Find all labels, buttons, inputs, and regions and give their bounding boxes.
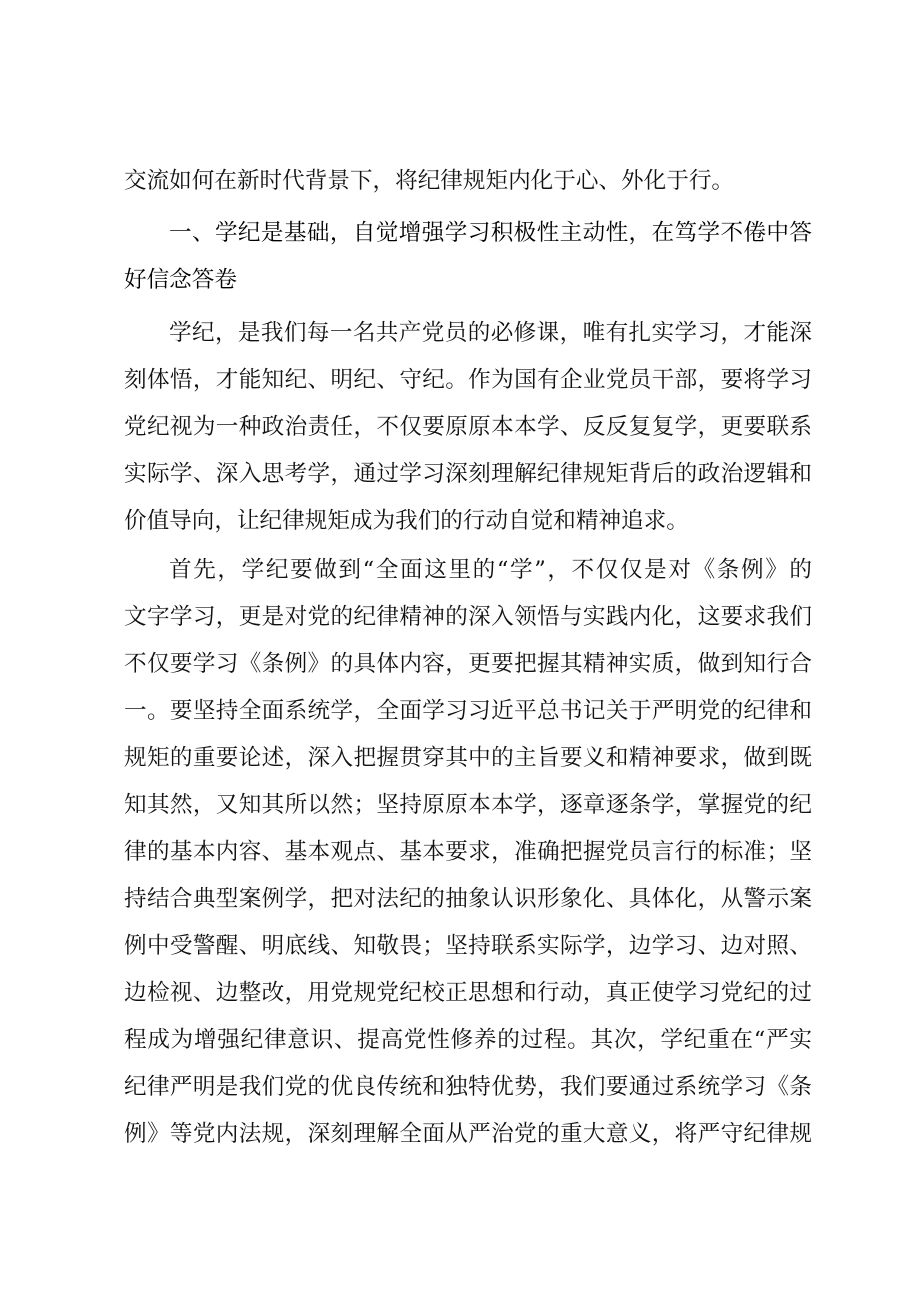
text-line: 实际学、深入思考学，通过学习深刻理解纪律规矩背后的政治逻辑和 xyxy=(124,461,812,487)
body-paragraph-1 xyxy=(124,310,812,545)
text-line: 党纪视为一种政治责任，不仅要原原本本学、反反复复学，更要联系 xyxy=(124,414,812,440)
text-line: 刻体悟，才能知纪、明纪、守纪。作为国有企业党员干部，要将学习 xyxy=(124,367,812,393)
text-line: 律的基本内容、基本观点、基本要求，准确把握党员言行的标准；坚 xyxy=(124,839,812,865)
heading-line: 好信念答卷 xyxy=(124,267,237,293)
text-line: 价值导向，让纪律规矩成为我们的行动自觉和精神追求。 xyxy=(124,508,689,534)
body-paragraph-2 xyxy=(124,547,812,1158)
text-line: 文字学习，更是对党的纪律精神的深入领悟与实践内化，这要求我们 xyxy=(124,604,812,630)
text-line: 程成为增强纪律意识、提高党性修养的过程。其次，学纪重在“严实 xyxy=(124,1027,812,1053)
text-line: 例中受警醒、明底线、知敬畏；坚持联系实际学，边学习、边对照、 xyxy=(124,933,812,959)
text-line: 交流如何在新时代背景下，将纪律规矩内化于心、外化于行。 xyxy=(124,168,735,194)
text-line: 例》等党内法规，深刻理解全面从严治党的重大意义，将严守纪律规 xyxy=(124,1121,812,1147)
intro-paragraph xyxy=(124,158,812,205)
text-line: 边检视、边整改，用党规党纪校正思想和行动，真正使学习党纪的过 xyxy=(124,980,812,1006)
text-line: 规矩的重要论述，深入把握贯穿其中的主旨要义和精神要求，做到既 xyxy=(124,745,812,771)
text-line: 学纪，是我们每一名共产党员的必修课，唯有扎实学习，才能深 xyxy=(169,320,812,346)
text-line: 纪律严明是我们党的优良传统和独特优势，我们要通过系统学习《条 xyxy=(124,1074,812,1100)
text-line: 一。要坚持全面系统学，全面学习习近平总书记关于严明党的纪律和 xyxy=(124,698,812,724)
section-heading xyxy=(124,210,812,304)
text-line: 首先，学纪要做到“全面这里的“学”，不仅仅是对《条例》的 xyxy=(169,557,812,583)
heading-line: 一、学纪是基础，自觉增强学习积极性主动性，在笃学不倦中答 xyxy=(169,220,812,246)
text-line: 持结合典型案例学，把对法纪的抽象认识形象化、具体化，从警示案 xyxy=(124,886,812,912)
text-line: 不仅要学习《条例》的具体内容，更要把握其精神实质，做到知行合 xyxy=(124,651,812,677)
text-line: 知其然，又知其所以然；坚持原原本本学，逐章逐条学，掌握党的纪 xyxy=(124,792,812,818)
document-body xyxy=(124,158,812,1158)
